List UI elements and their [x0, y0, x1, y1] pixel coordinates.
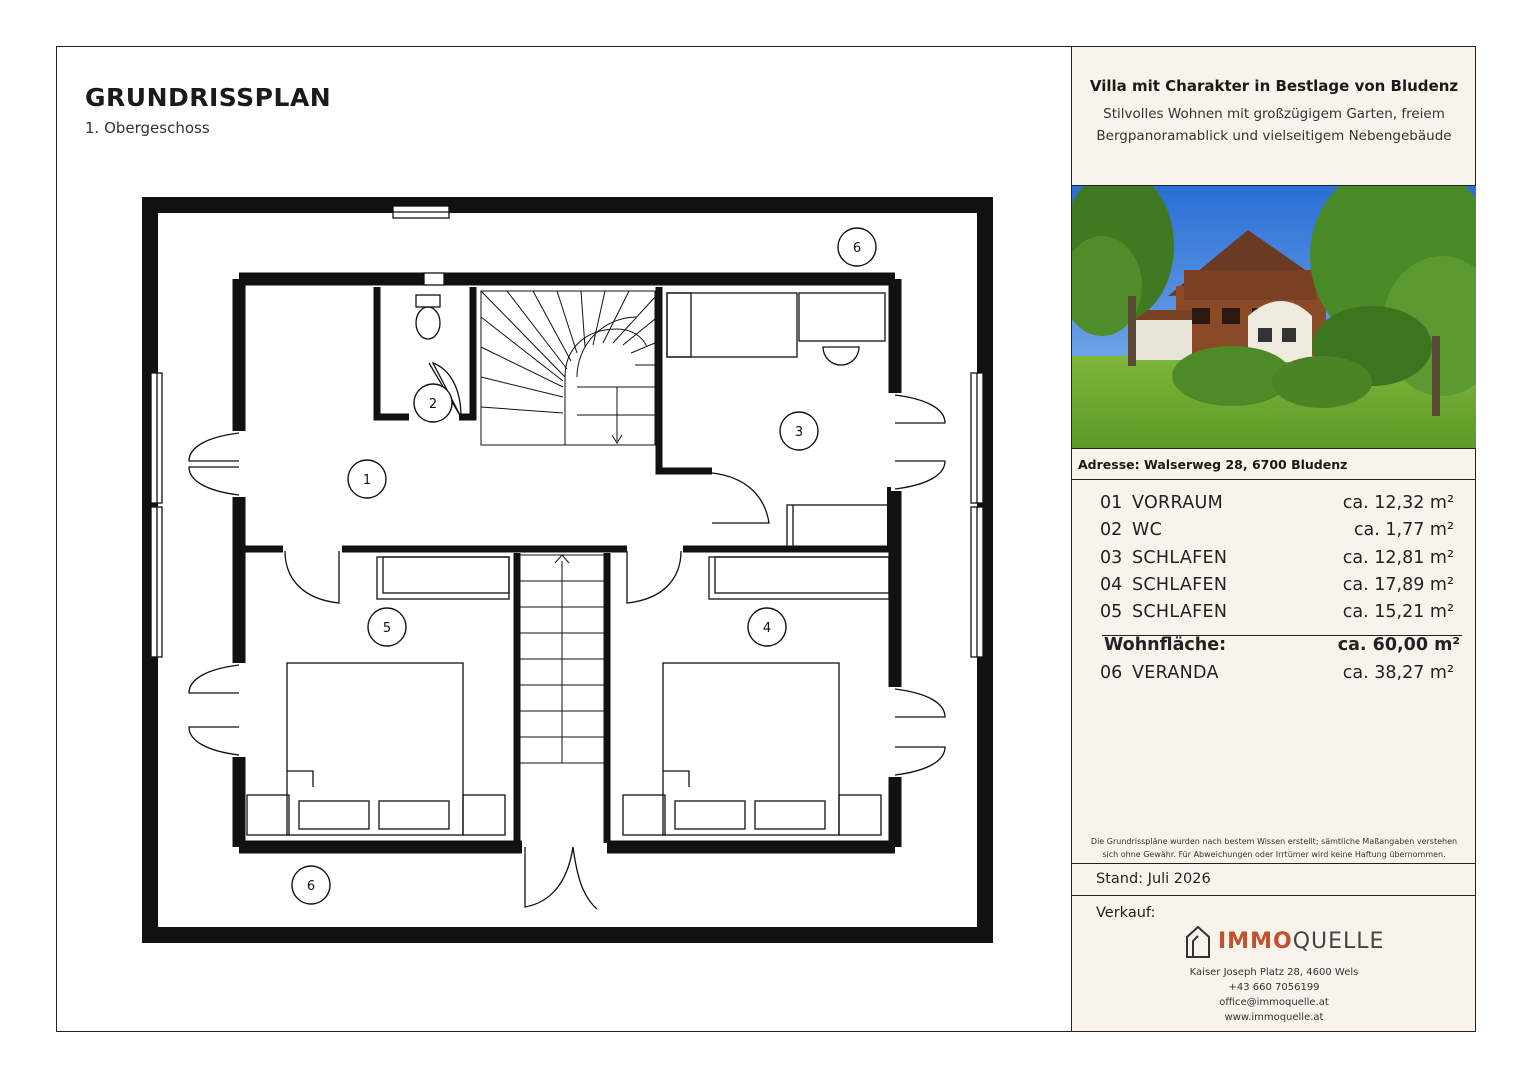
logo-text [1218, 929, 1384, 954]
room-label-1: 1 [362, 473, 372, 488]
living-area-value: ca. 60,00 m² [1337, 635, 1460, 656]
room-list [1100, 491, 1460, 689]
room-row [1100, 573, 1460, 600]
room-number: 02 [1100, 520, 1123, 541]
room-label-6a: 6 [852, 241, 862, 256]
room-number: 01 [1100, 493, 1123, 513]
document-frame [56, 46, 1476, 1032]
room-name: SCHLAFEN [1132, 574, 1228, 595]
property-address: Adresse: Walserweg 28, 6700 Bludenz [1078, 457, 1348, 472]
room-name: SCHLAFEN [1132, 547, 1228, 568]
disclaimer-line-2: sich ohne Gewähr. Für Abweichungen oder Irrtümer wird keine Haftung übernommen. [1102, 850, 1446, 859]
room-area: ca. 12,32 m² [1342, 493, 1454, 513]
room-row [1100, 600, 1460, 627]
contact-email[interactable]: office@immoquelle.at [1219, 997, 1329, 1008]
room-area: ca. 1,77 m² [1353, 520, 1454, 541]
room-area: ca. 12,81 m² [1342, 547, 1454, 568]
room-number: 04 [1100, 574, 1123, 595]
room-area: ca. 15,21 m² [1342, 602, 1454, 623]
room-area: ca. 17,89 m² [1342, 574, 1454, 595]
stand-divider [1072, 895, 1476, 896]
listing-subtitle [1072, 103, 1476, 147]
room-row [1100, 546, 1460, 573]
room-label-5: 5 [382, 621, 392, 636]
room-name: WC [1132, 520, 1163, 541]
disclaimer-line-1: Die Grundrisspläne wurden nach bestem Wissen erstellt; sämtliche Maßangaben verstehen [1090, 837, 1458, 846]
address-divider [1072, 479, 1476, 480]
room-name: VORRAUM [1132, 493, 1224, 513]
plan-title: GRUNDRISSPLAN [85, 83, 332, 112]
room-number: 03 [1100, 547, 1123, 568]
room-row-veranda [1100, 661, 1460, 688]
contact-info [1072, 965, 1476, 1025]
plan-floor-label: 1. Obergeschoss [85, 119, 210, 137]
total-divider [1102, 635, 1462, 636]
disclaimer-divider [1072, 863, 1476, 864]
listing-subtitle-line-2: Bergpanoramablick und vielseitigem Nebengebäude [1096, 128, 1452, 144]
contact-phone[interactable]: +43 660 7056199 [1228, 982, 1320, 993]
disclaimer [1082, 835, 1466, 861]
room-row [1100, 518, 1460, 545]
floor-plan-area [57, 47, 1071, 1031]
house-logo-icon [1184, 925, 1212, 959]
sales-label: Verkauf: [1096, 905, 1156, 921]
room-label-3: 3 [794, 425, 804, 440]
room-number: 06 [1100, 663, 1123, 684]
room-name: SCHLAFEN [1132, 602, 1228, 623]
company-logo [1184, 925, 1384, 961]
living-area-label: Wohnfläche: [1104, 635, 1227, 656]
info-sidebar [1071, 47, 1475, 1031]
logo-text-light: QUELLE [1292, 929, 1385, 954]
room-area: ca. 38,27 m² [1342, 663, 1454, 684]
property-photo-drawing [1072, 186, 1476, 449]
floor-plan-drawing [57, 47, 1071, 1031]
room-number: 05 [1100, 602, 1123, 623]
contact-address: Kaiser Joseph Platz 28, 4600 Wels [1189, 967, 1359, 978]
contact-web[interactable]: www.immoquelle.at [1224, 1012, 1324, 1023]
room-label-4: 4 [762, 621, 772, 636]
logo-text-bold: IMMO [1218, 929, 1293, 954]
room-label-2: 2 [428, 397, 438, 412]
room-row [1100, 491, 1460, 518]
listing-title: Villa mit Charakter in Bestlage von Bludenz [1089, 77, 1459, 95]
listing-subtitle-line-1: Stilvolles Wohnen mit großzügigem Garten, freiem [1103, 106, 1445, 122]
property-photo [1072, 185, 1476, 449]
room-label-6b: 6 [306, 879, 316, 894]
date-stand: Stand: Juli 2026 [1096, 871, 1211, 887]
room-name: VERANDA [1132, 663, 1219, 684]
